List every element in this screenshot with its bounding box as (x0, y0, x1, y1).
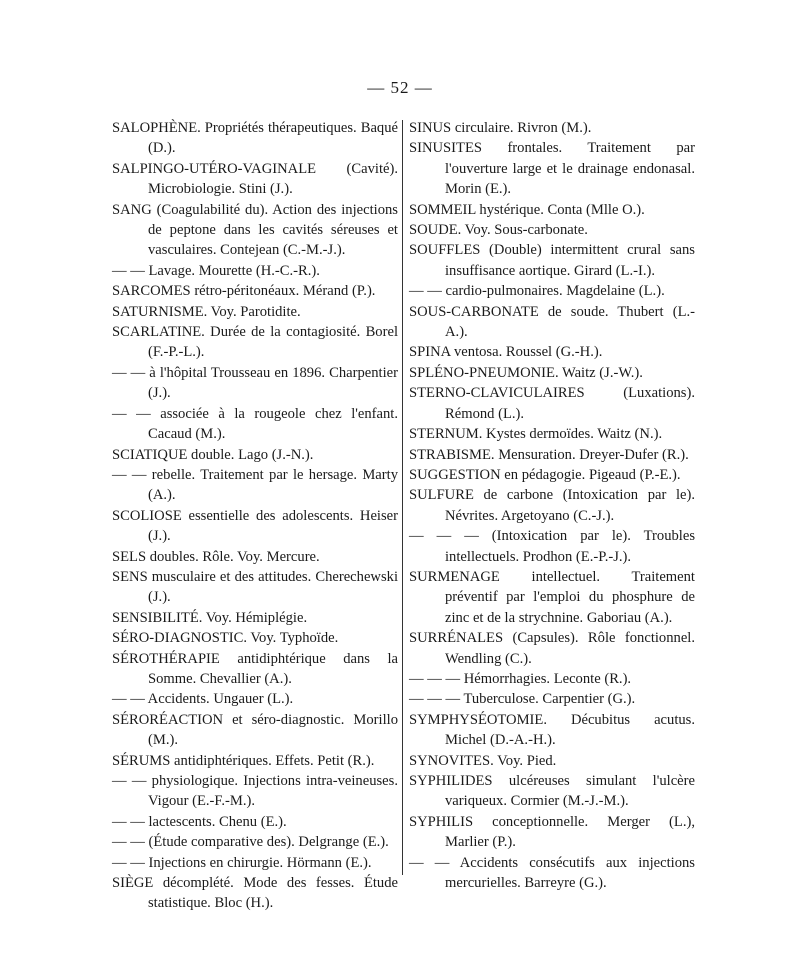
index-entry: SYNOVITES. Voy. Pied. (409, 752, 557, 769)
index-entry: SALOPHÈNE. Propriétés thérapeutiques. Baqué (D.). (112, 120, 398, 157)
index-entry: — — à l'hôpital Trousseau en 1896. Charpentier (J.). (112, 364, 398, 402)
right-column (409, 118, 695, 893)
index-entry: SUGGESTION en pédagogie. Pigeaud (P.-E.). (409, 466, 681, 483)
index-entry: — — Lavage. Mourette (H.-C.-R.). (112, 262, 320, 279)
index-entry: SOUFFLES (Double) intermittent crural sans insuffisance aortique. Girard (L.-I.). (409, 242, 695, 279)
index-entry: SÉROTHÉRAPIE antidiphtérique dans la Somme. Chevallier (A.). (112, 650, 398, 687)
index-entry: SÉRUMS antidiphtériques. Effets. Petit (R.). (112, 752, 375, 769)
index-entry: SÉRORÉACTION et séro-diagnostic. Morillo (M.). (112, 711, 398, 749)
index-entry: — — — Tuberculose. Carpentier (G.). (409, 691, 636, 708)
index-entry: SURMENAGE intellectuel. Traitement préventif par l'emploi du phosphure de zinc et de la strychnine. Gaboriau (A.). (409, 568, 695, 626)
index-entry: SURRÉNALES (Capsules). Rôle fonctionnel. Wendling (C.). (409, 630, 695, 667)
index-entry: SOUDE. Voy. Sous-carbonate. (409, 222, 588, 239)
index-entry: SENS musculaire et des attitudes. Cherechewski (J.). (112, 568, 398, 606)
index-entry: — — Injections en chirurgie. Hörmann (E.). (112, 854, 372, 871)
index-entry: SANG (Coagulabilité du). Action des injections de peptone dans les cavités séreuses et vasculaires. Contejean (C.-M.-J.). (112, 201, 398, 259)
index-entry: SÉRO-DIAGNOSTIC. Voy. Typhoïde. (112, 630, 339, 647)
index-entry: SCIATIQUE double. Lago (J.-N.). (112, 446, 314, 463)
index-entry: SINUSITES frontales. Traitement par l'ouverture large et le drainage endonasal. Morin (E.). (409, 140, 695, 198)
column-divider (402, 120, 403, 875)
index-entry: — — Accidents consécutifs aux injections mercurielles. Barreyre (G.). (409, 854, 695, 892)
index-entry: SATURNISME. Voy. Parotidite. (112, 303, 301, 320)
index-entry: SPLÉNO-PNEUMONIE. Waitz (J.-W.). (409, 364, 643, 381)
index-entry: SYPHILIDES ulcéreuses simulant l'ulcère variqueux. Cormier (M.-J.-M.). (409, 773, 695, 810)
index-entry: — — physiologique. Injections intra-veineuses. Vigour (E.-F.-M.). (112, 773, 398, 810)
index-entry: — — Accidents. Ungauer (L.). (112, 691, 294, 708)
index-entry: SALPINGO-UTÉRO-VAGINALE (Cavité). Microbiologie. Stini (J.). (112, 160, 398, 198)
index-entry: SYPHILIS conceptionnelle. Merger (L.), Marlier (P.). (409, 813, 695, 851)
index-entry: SIÈGE décomplété. Mode des fesses. Étude statistique. Bloc (H.). (112, 875, 398, 912)
index-entry: SPINA ventosa. Roussel (G.-H.). (409, 344, 603, 361)
index-entry: SELS doubles. Rôle. Voy. Mercure. (112, 548, 320, 565)
index-entry: SINUS circulaire. Rivron (M.). (409, 120, 592, 136)
index-entry: SOMMEIL hystérique. Conta (Mlle O.). (409, 201, 645, 218)
index-entry: SCARLATINE. Durée de la contagiosité. Borel (F.-P.-L.). (112, 324, 398, 361)
index-entry: — — rebelle. Traitement par le hersage. Marty (A.). (112, 466, 398, 504)
left-column (112, 118, 398, 914)
index-entry: SOUS-CARBONATE de soude. Thubert (L.-A.). (409, 303, 695, 341)
index-entry: SARCOMES rétro-péritonéaux. Mérand (P.). (112, 283, 376, 300)
index-entry: — — lactescents. Chenu (E.). (112, 813, 287, 830)
index-entry: — — associée à la rougeole chez l'enfant. Cacaud (M.). (112, 405, 398, 443)
index-entry: — — (Étude comparative des). Delgrange (E.). (112, 834, 389, 851)
index-entry: — — cardio-pulmonaires. Magdelaine (L.). (409, 283, 665, 300)
page-number: — 52 — (367, 78, 433, 97)
index-entry: STERNUM. Kystes dermoïdes. Waitz (N.). (409, 426, 663, 443)
index-entry: — — — (Intoxication par le). Troubles intellectuels. Prodhon (E.-P.-J.). (409, 528, 695, 565)
index-entry: SULFURE de carbone (Intoxication par le). Névrites. Argetoyano (C.-J.). (409, 487, 695, 524)
index-entry: SCOLIOSE essentielle des adolescents. Heiser (J.). (112, 507, 398, 545)
index-entry: STERNO-CLAVICULAIRES (Luxations). Rémond (L.). (409, 385, 695, 422)
index-entry: SENSIBILITÉ. Voy. Hémiplégie. (112, 609, 308, 626)
index-entry: STRABISME. Mensuration. Dreyer-Dufer (R.). (409, 446, 689, 463)
index-entry: SYMPHYSÉOTOMIE. Décubitus acutus. Michel (D.-A.-H.). (409, 711, 695, 749)
index-entry: — — — Hémorrhagies. Leconte (R.). (409, 670, 632, 687)
